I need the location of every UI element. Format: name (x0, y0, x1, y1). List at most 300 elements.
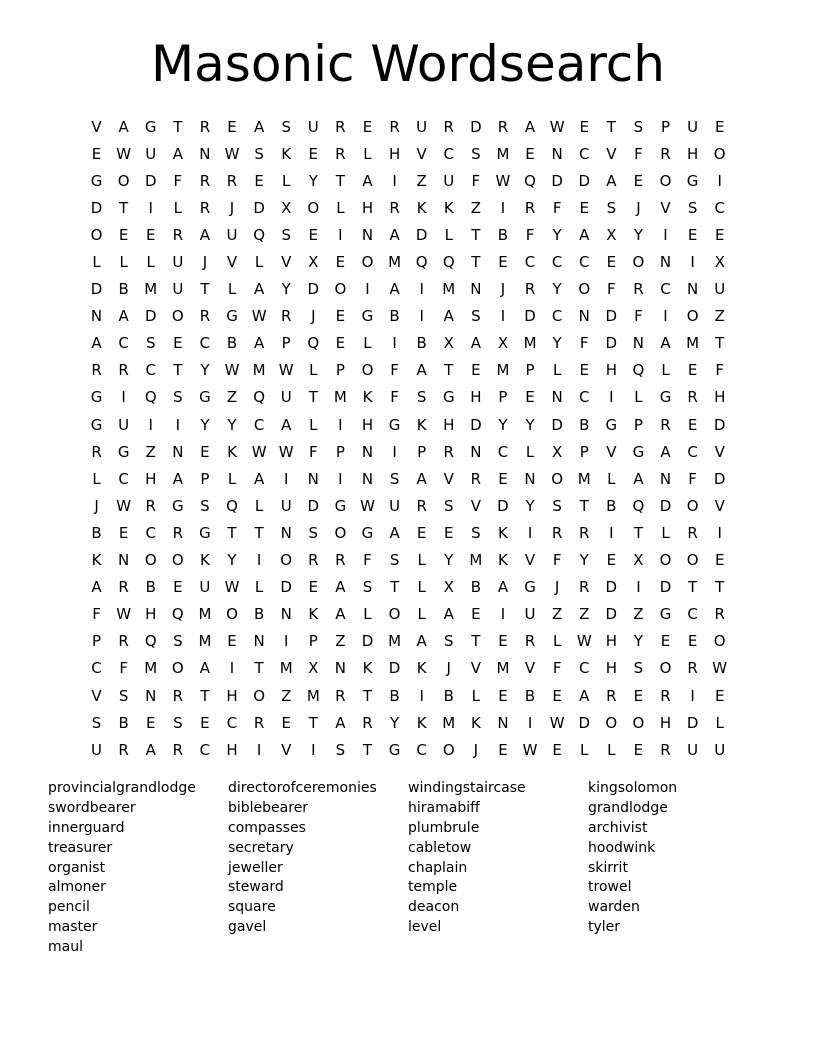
grid-letter: L (580, 740, 589, 759)
grid-letter: D (605, 307, 618, 326)
grid-letter: W (495, 171, 511, 190)
grid-letter: S (471, 144, 481, 163)
grid-letter: L (336, 198, 345, 217)
grid-letter: G (199, 388, 211, 407)
grid-letter: I (663, 307, 668, 326)
grid-letter: T (715, 334, 725, 353)
grid-letter: O (632, 253, 645, 272)
grid-letter: Z (579, 605, 590, 624)
grid-letter: S (471, 307, 481, 326)
grid-letter: N (145, 686, 157, 705)
grid-letter: K (91, 551, 102, 570)
grid-letter: M (442, 713, 456, 732)
grid-letter: R (416, 496, 427, 515)
grid-letter: E (118, 225, 129, 244)
grid-letter: R (714, 605, 725, 624)
grid-letter: J (202, 253, 208, 272)
grid-letter: U (118, 415, 130, 434)
grid-letter: E (525, 144, 535, 163)
grid-letter: A (633, 469, 644, 488)
grid-letter: E (308, 578, 319, 597)
grid-letter: A (660, 442, 671, 461)
grid-letter: I (419, 307, 424, 326)
grid-letter: K (362, 388, 373, 407)
grid-letter: T (389, 578, 400, 597)
grid-letter: I (148, 198, 153, 217)
grid-letter: H (226, 686, 238, 705)
grid-letter: G (632, 442, 645, 461)
grid-letter: I (609, 523, 614, 542)
grid-letter: A (579, 686, 590, 705)
grid-letter: I (500, 307, 506, 326)
grid-letter: O (578, 280, 591, 299)
grid-letter: P (498, 388, 508, 407)
grid-letter: I (527, 523, 533, 542)
grid-letter: P (633, 415, 643, 434)
grid-letter: A (416, 469, 427, 488)
grid-letter: H (714, 388, 726, 407)
grid-letter: A (253, 469, 265, 488)
grid-letter: R (443, 442, 454, 461)
grid-letter: G (117, 442, 130, 461)
grid-letter: W (116, 496, 132, 515)
grid-letter: M (523, 334, 537, 353)
grid-letter: E (552, 686, 562, 705)
grid-letter: U (91, 740, 103, 759)
grid-letter: V (606, 442, 617, 461)
grid-letter: R (335, 117, 346, 136)
grid-letter: V (470, 659, 481, 678)
grid-letter: W (116, 605, 132, 624)
grid-letter: C (578, 388, 590, 407)
grid-letter: O (388, 605, 401, 624)
grid-letter: O (361, 253, 374, 272)
grid-letter: O (551, 469, 564, 488)
grid-letter: R (280, 307, 292, 326)
grid-letter: M (388, 632, 402, 651)
word-list-item: provincialgrandlodge (48, 780, 196, 796)
grid-letter: K (362, 659, 373, 678)
grid-letter: L (363, 334, 372, 353)
grid-letter: M (577, 469, 591, 488)
grid-letter: E (335, 307, 346, 326)
grid-letter: Y (200, 361, 210, 380)
grid-letter: O (90, 225, 103, 244)
word-list-item: swordbearer (48, 799, 136, 816)
grid-letter: E (687, 225, 698, 244)
grid-letter: L (444, 225, 453, 244)
grid-letter: U (389, 496, 401, 515)
grid-letter: W (224, 578, 240, 597)
grid-letter: D (605, 578, 618, 597)
grid-letter: D (524, 307, 536, 326)
grid-letter: N (578, 307, 590, 326)
grid-letter: O (713, 144, 726, 163)
grid-letter: R (660, 686, 671, 705)
grid-letter: R (660, 144, 671, 163)
grid-letter: C (199, 740, 211, 759)
grid-letter: F (552, 551, 562, 570)
grid-letter: T (173, 117, 183, 136)
grid-letter: O (334, 280, 347, 299)
grid-letter: B (470, 578, 481, 597)
grid-letter: I (338, 225, 343, 244)
grid-letter: U (714, 280, 726, 299)
grid-letter: A (389, 225, 400, 244)
grid-letter: L (607, 469, 616, 488)
grid-letter: A (172, 469, 183, 488)
grid-letter: R (199, 117, 211, 136)
grid-letter: G (334, 496, 347, 515)
grid-letter: H (605, 659, 617, 678)
grid-letter: R (172, 523, 184, 542)
word-list-item: chaplain (408, 859, 468, 876)
grid-letter: I (229, 659, 235, 678)
word-list-item: pencil (48, 899, 90, 916)
grid-letter: J (554, 578, 560, 597)
grid-letter: B (389, 307, 400, 326)
word-list-item: square (228, 899, 276, 916)
grid-letter: K (308, 605, 319, 624)
word-list-item: hoodwink (588, 839, 656, 856)
grid-letter: A (579, 225, 590, 244)
grid-letter: A (524, 117, 536, 136)
grid-letter: M (388, 253, 402, 272)
grid-letter: K (443, 198, 454, 217)
grid-letter: C (578, 144, 590, 163)
grid-letter: H (686, 144, 699, 163)
grid-letter: P (335, 442, 345, 461)
grid-letter: Z (335, 632, 346, 651)
grid-letter: A (335, 578, 346, 597)
grid-letter: N (632, 334, 645, 353)
grid-letter: N (551, 388, 563, 407)
grid-letter: U (416, 117, 428, 136)
grid-letter: L (525, 442, 535, 461)
grid-letter: I (311, 740, 316, 759)
word-list-item: jeweller (228, 859, 283, 876)
grid-letter: E (606, 551, 617, 570)
grid-letter: E (308, 225, 319, 244)
grid-letter: I (283, 469, 289, 488)
grid-letter: K (470, 713, 481, 732)
grid-letter: M (496, 659, 510, 678)
grid-letter: O (280, 551, 293, 570)
grid-letter: A (281, 415, 292, 434)
word-list-item: gavel (228, 919, 267, 936)
grid-letter: A (416, 632, 427, 651)
grid-letter: Q (524, 171, 536, 190)
grid-letter: R (172, 740, 184, 759)
grid-letter: L (146, 253, 155, 272)
grid-letter: E (687, 415, 698, 434)
grid-letter: Y (200, 415, 210, 434)
grid-letter: L (661, 361, 670, 380)
grid-letter: S (173, 713, 183, 732)
word-list-item: cabletow (408, 839, 472, 856)
grid-letter: R (118, 632, 129, 651)
grid-letter: T (227, 523, 237, 542)
grid-letter: R (389, 117, 400, 136)
grid-letter: N (118, 551, 130, 570)
grid-letter: I (338, 415, 343, 434)
grid-letter: P (335, 361, 345, 380)
grid-letter: Y (389, 713, 400, 732)
grid-letter: D (470, 117, 482, 136)
grid-letter: E (633, 171, 644, 190)
grid-letter: R (199, 307, 211, 326)
grid-letter: P (579, 442, 589, 461)
word-list-item: secretary (228, 839, 294, 856)
grid-letter: R (497, 117, 509, 136)
grid-letter: X (443, 578, 454, 597)
grid-letter: O (171, 307, 184, 326)
grid-letter: E (606, 253, 617, 272)
grid-letter: A (416, 361, 427, 380)
grid-letter: P (92, 632, 102, 651)
grid-letter: E (145, 713, 156, 732)
grid-letter: Q (415, 253, 428, 272)
grid-letter: A (443, 307, 454, 326)
grid-letter: R (172, 225, 184, 244)
grid-letter: N (361, 225, 374, 244)
grid-letter: W (278, 361, 294, 380)
grid-letter: D (415, 225, 428, 244)
grid-letter: R (118, 361, 129, 380)
grid-letter: E (498, 686, 508, 705)
grid-letter: G (659, 388, 672, 407)
grid-letter: U (443, 171, 455, 190)
grid-letter: C (118, 334, 129, 353)
grid-letter: D (90, 280, 103, 299)
grid-letter: I (527, 713, 533, 732)
grid-letter: D (361, 632, 374, 651)
word-list-item: treasurer (48, 839, 113, 856)
grid-letter: U (687, 117, 699, 136)
grid-letter: F (390, 361, 399, 380)
grid-letter: K (227, 442, 237, 461)
grid-letter: P (308, 632, 318, 651)
grid-letter: G (442, 388, 455, 407)
grid-letter: Y (227, 415, 237, 434)
grid-letter: A (199, 225, 211, 244)
grid-letter: L (471, 686, 481, 705)
grid-letter: O (686, 496, 699, 515)
grid-letter: O (307, 198, 320, 217)
grid-letter: C (91, 659, 102, 678)
grid-letter: H (361, 198, 374, 217)
grid-letter: S (687, 198, 698, 217)
grid-letter: W (549, 117, 565, 136)
grid-letter: P (417, 442, 427, 461)
grid-letter: A (91, 578, 102, 597)
grid-letter: C (714, 198, 725, 217)
grid-letter: T (715, 578, 725, 597)
grid-letter: Q (632, 496, 645, 515)
grid-letter: R (335, 144, 346, 163)
grid-letter: L (552, 632, 562, 651)
grid-letter: R (687, 388, 698, 407)
grid-letter: Q (307, 334, 320, 353)
grid-letter: Z (226, 388, 238, 407)
grid-letter: E (308, 144, 319, 163)
grid-letter: U (714, 740, 726, 759)
grid-letter: G (90, 171, 103, 190)
grid-letter: E (579, 117, 589, 136)
grid-letter: S (254, 144, 264, 163)
grid-letter: G (361, 307, 374, 326)
grid-letter: T (362, 686, 373, 705)
grid-letter: N (551, 144, 563, 163)
grid-letter: W (251, 442, 267, 461)
grid-letter: L (552, 361, 562, 380)
grid-letter: B (91, 523, 102, 542)
grid-letter: X (281, 198, 292, 217)
grid-letter: Y (633, 225, 643, 244)
grid-letter: I (690, 686, 695, 705)
grid-letter: N (659, 469, 672, 488)
grid-letter: U (172, 253, 184, 272)
grid-letter: K (416, 659, 427, 678)
grid-letter: T (173, 361, 183, 380)
word-list-item: temple (408, 879, 458, 896)
grid-letter: J (473, 740, 479, 759)
word-list-item: trowel (588, 879, 632, 896)
grid-letter: C (551, 253, 563, 272)
word-list-item: deacon (408, 899, 460, 916)
grid-letter: D (307, 280, 320, 299)
grid-letter: F (390, 388, 399, 407)
grid-letter: N (361, 469, 374, 488)
grid-letter: L (363, 605, 372, 624)
grid-letter: D (578, 171, 591, 190)
grid-letter: Z (714, 307, 725, 326)
grid-letter: L (119, 253, 128, 272)
grid-letter: E (281, 713, 291, 732)
grid-letter: R (118, 740, 129, 759)
grid-letter: O (442, 740, 455, 759)
word-list-item: almoner (48, 879, 106, 896)
grid-letter: S (118, 686, 129, 705)
grid-letter: E (714, 117, 725, 136)
grid-letter: T (471, 253, 481, 272)
word-list-item: skirrit (588, 859, 628, 876)
grid-letter: L (417, 551, 426, 570)
grid-letter: C (443, 144, 454, 163)
grid-letter: A (118, 307, 129, 326)
grid-letter: C (226, 713, 238, 732)
grid-letter: B (118, 713, 129, 732)
grid-letter: F (92, 605, 101, 624)
grid-letter: F (552, 198, 562, 217)
grid-letter: I (365, 280, 370, 299)
grid-letter: G (361, 523, 374, 542)
grid-letter: B (118, 280, 129, 299)
word-list-item: grandlodge (588, 799, 668, 816)
word-list-empty-slot (588, 938, 768, 958)
grid-letter: Z (281, 686, 292, 705)
grid-letter: L (254, 496, 264, 515)
grid-letter: F (607, 280, 616, 299)
grid-letter: T (444, 361, 454, 380)
grid-letter: O (686, 551, 699, 570)
grid-letter: A (253, 334, 265, 353)
grid-letter: T (308, 713, 318, 732)
grid-letter: D (470, 415, 482, 434)
letter-grid (83, 113, 733, 763)
grid-letter: N (470, 280, 482, 299)
grid-letter: M (442, 280, 456, 299)
grid-letter: P (525, 361, 535, 380)
grid-letter: Z (145, 442, 156, 461)
grid-letter: J (500, 280, 506, 299)
grid-letter: T (254, 523, 264, 542)
grid-letter: C (145, 361, 156, 380)
grid-letter: F (308, 442, 318, 461)
grid-letter: E (227, 632, 237, 651)
grid-letter: X (443, 334, 454, 353)
grid-letter: S (444, 496, 454, 515)
grid-letter: H (145, 469, 157, 488)
grid-letter: A (199, 659, 211, 678)
grid-letter: E (687, 632, 698, 651)
grid-letter: F (688, 469, 697, 488)
grid-letter: S (606, 198, 617, 217)
grid-letter: J (636, 198, 641, 217)
grid-letter: R (443, 117, 454, 136)
grid-letter: K (281, 144, 292, 163)
grid-letter: F (119, 659, 128, 678)
word-list-item: innerguard (48, 819, 125, 836)
grid-letter: Q (144, 388, 157, 407)
grid-letter: C (199, 334, 211, 353)
grid-letter: E (498, 740, 508, 759)
grid-letter: V (443, 469, 454, 488)
grid-letter: L (173, 198, 182, 217)
grid-letter: T (362, 740, 373, 759)
grid-letter: T (200, 280, 210, 299)
grid-letter: L (417, 605, 426, 624)
grid-letter: E (714, 686, 725, 705)
grid-letter: D (388, 659, 401, 678)
grid-letter: W (576, 632, 592, 651)
grid-letter: A (335, 713, 346, 732)
grid-letter: F (525, 225, 535, 244)
grid-letter: E (660, 632, 671, 651)
grid-letter: H (145, 605, 157, 624)
grid-letter: R (91, 361, 102, 380)
grid-letter: X (308, 659, 319, 678)
grid-letter: F (471, 171, 481, 190)
word-list-item: archivist (588, 819, 648, 836)
grid-letter: S (389, 469, 400, 488)
grid-letter: V (714, 442, 725, 461)
word-list-item: directorofceremonies (228, 780, 377, 796)
grid-letter: S (633, 659, 644, 678)
grid-letter: R (606, 686, 617, 705)
grid-letter: D (578, 713, 591, 732)
grid-letter: I (121, 388, 126, 407)
grid-letter: W (712, 659, 728, 678)
grid-letter: F (552, 659, 562, 678)
grid-letter: N (497, 713, 509, 732)
grid-letter: E (173, 334, 183, 353)
grid-letter: Q (632, 361, 645, 380)
grid-letter: C (687, 442, 698, 461)
grid-letter: Y (552, 334, 562, 353)
grid-letter: S (200, 496, 210, 515)
grid-letter: N (199, 144, 211, 163)
